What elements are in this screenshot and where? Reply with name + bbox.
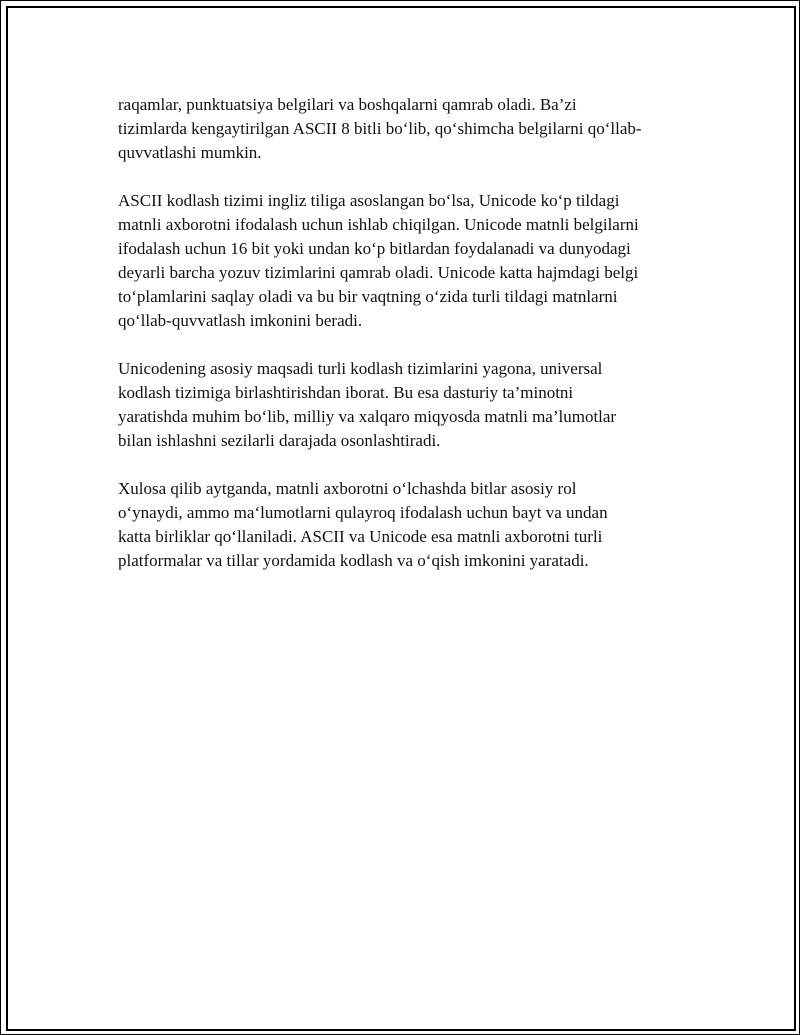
paragraph-unicode-purpose: Unicodening asosiy maqsadi turli kodlash tizimlarini yagona, universal kodlash tizimiga birlashtirishdan iborat. Bu esa dasturiy ta’minotni yaratishda muhim bo‘lib, milliy va xalqaro miqyosda matnli ma’lumotlar bilan ishlashni sezilarli darajada osonlashtiradi. [118,359,617,450]
paragraph-conclusion: Xulosa qilib aytganda, matnli axborotni o‘lchashda bitlar asosiy rol o‘ynaydi, ammo ma‘lumotlarni qulayroq ifodalash uchun bayt va undan katta birliklar qo‘llaniladi. ASCII va Unicode esa matnli axborotni turli platformalar va tillar yordamida kodlash va o‘qish imkonini yaratadi. [118,479,608,570]
paragraph-ascii-continuation: raqamlar, punktuatsiya belgilari va boshqalarni qamrab oladi. Ba’zi tizimlarda kengaytirilgan ASCII 8 bitli bo‘lib, qo‘shimcha belgilarni qo‘llab- quvvatlashi mumkin. [118,95,642,162]
document-body [118,93,698,597]
paragraph-unicode-intro: ASCII kodlash tizimi ingliz tiliga asoslangan bo‘lsa, Unicode ko‘p tildagi matnli axborotni ifodalash uchun ishlab chiqilgan. Unicode matnli belgilarni ifodalash uchun 16 bit yoki undan ko‘p bitlardan foydalanadi va dunyodagi deyarli barcha yozuv tizimlarini qamrab oladi. Unicode katta hajmdagi belgi to‘plamlarini saqlay oladi va bu bir vaqtning o‘zida turli tildagi matnlarni qo‘llab-quvvatlash imkonini beradi. [118,191,639,330]
